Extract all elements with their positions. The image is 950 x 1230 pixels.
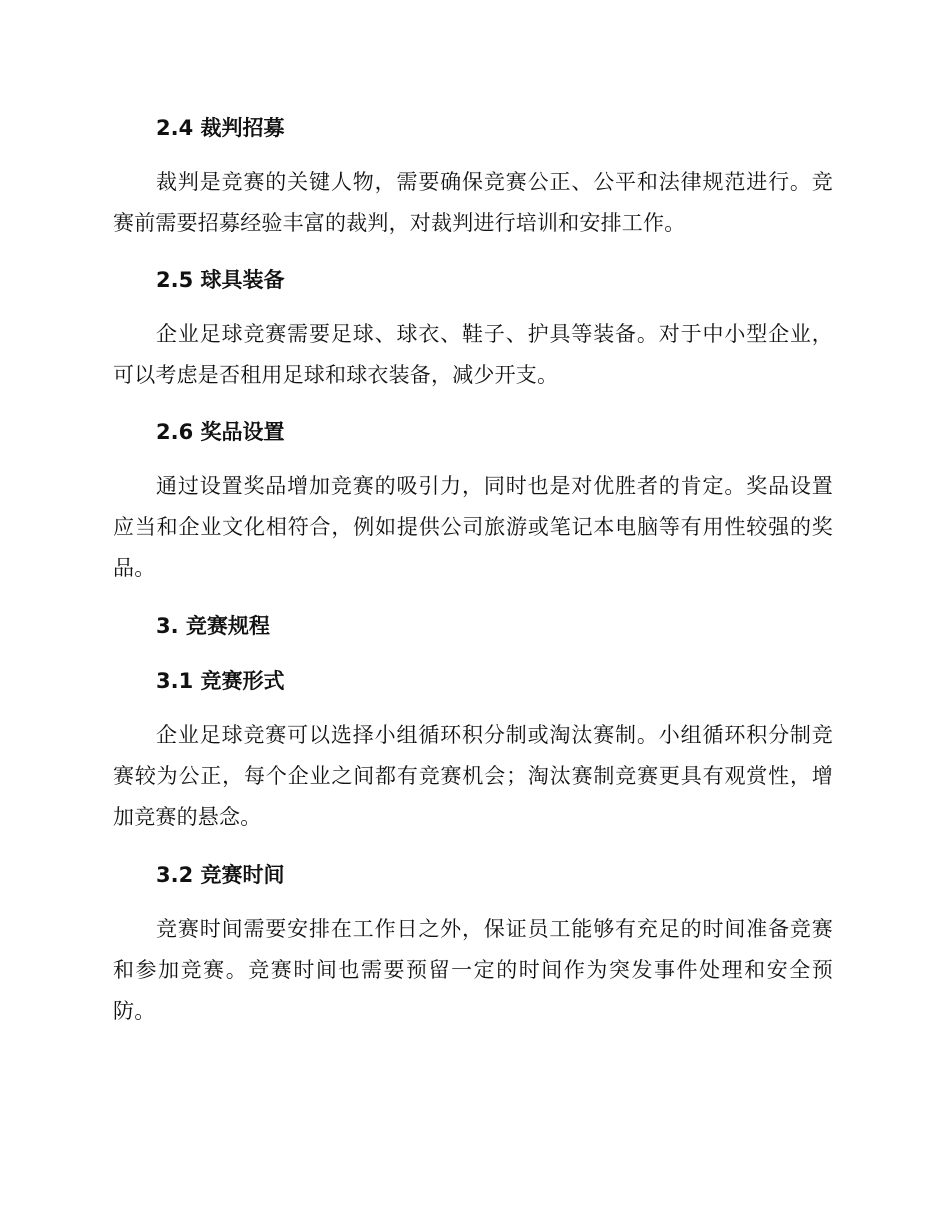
section-heading-3-2: 3.2 竞赛时间	[156, 863, 285, 887]
section-heading-3: 3. 竞赛规程	[156, 614, 270, 638]
section-heading-2-6: 2.6 奖品设置	[156, 420, 285, 444]
section-heading-2-4: 2.4 裁判招募	[156, 116, 285, 140]
section-heading-2-5: 2.5 球具装备	[156, 268, 285, 292]
section-body-3-1: 企业足球竞赛可以选择小组循环积分制或淘汰赛制。小组循环积分制竞赛较为公正，每个企业之间都有竞赛机会；淘汰赛制竞赛更具有观赏性，增加竞赛的悬念。	[113, 723, 833, 829]
section-body-3-2: 竞赛时间需要安排在工作日之外，保证员工能够有充足的时间准备竞赛和参加竞赛。竞赛时间也需要预留一定的时间作为突发事件处理和安全预防。	[113, 917, 833, 1023]
section-heading-3-1: 3.1 竞赛形式	[156, 669, 285, 693]
section-body-2-6: 通过设置奖品增加竞赛的吸引力，同时也是对优胜者的肯定。奖品设置应当和企业文化相符合，例如提供公司旅游或笔记本电脑等有用性较强的奖品。	[113, 474, 833, 580]
section-body-2-4: 裁判是竞赛的关键人物，需要确保竞赛公正、公平和法律规范进行。竞赛前需要招募经验丰富的裁判，对裁判进行培训和安排工作。	[113, 170, 833, 235]
section-body-2-5: 企业足球竞赛需要足球、球衣、鞋子、护具等装备。对于中小型企业，可以考虑是否租用足球和球衣装备，减少开支。	[113, 322, 833, 387]
